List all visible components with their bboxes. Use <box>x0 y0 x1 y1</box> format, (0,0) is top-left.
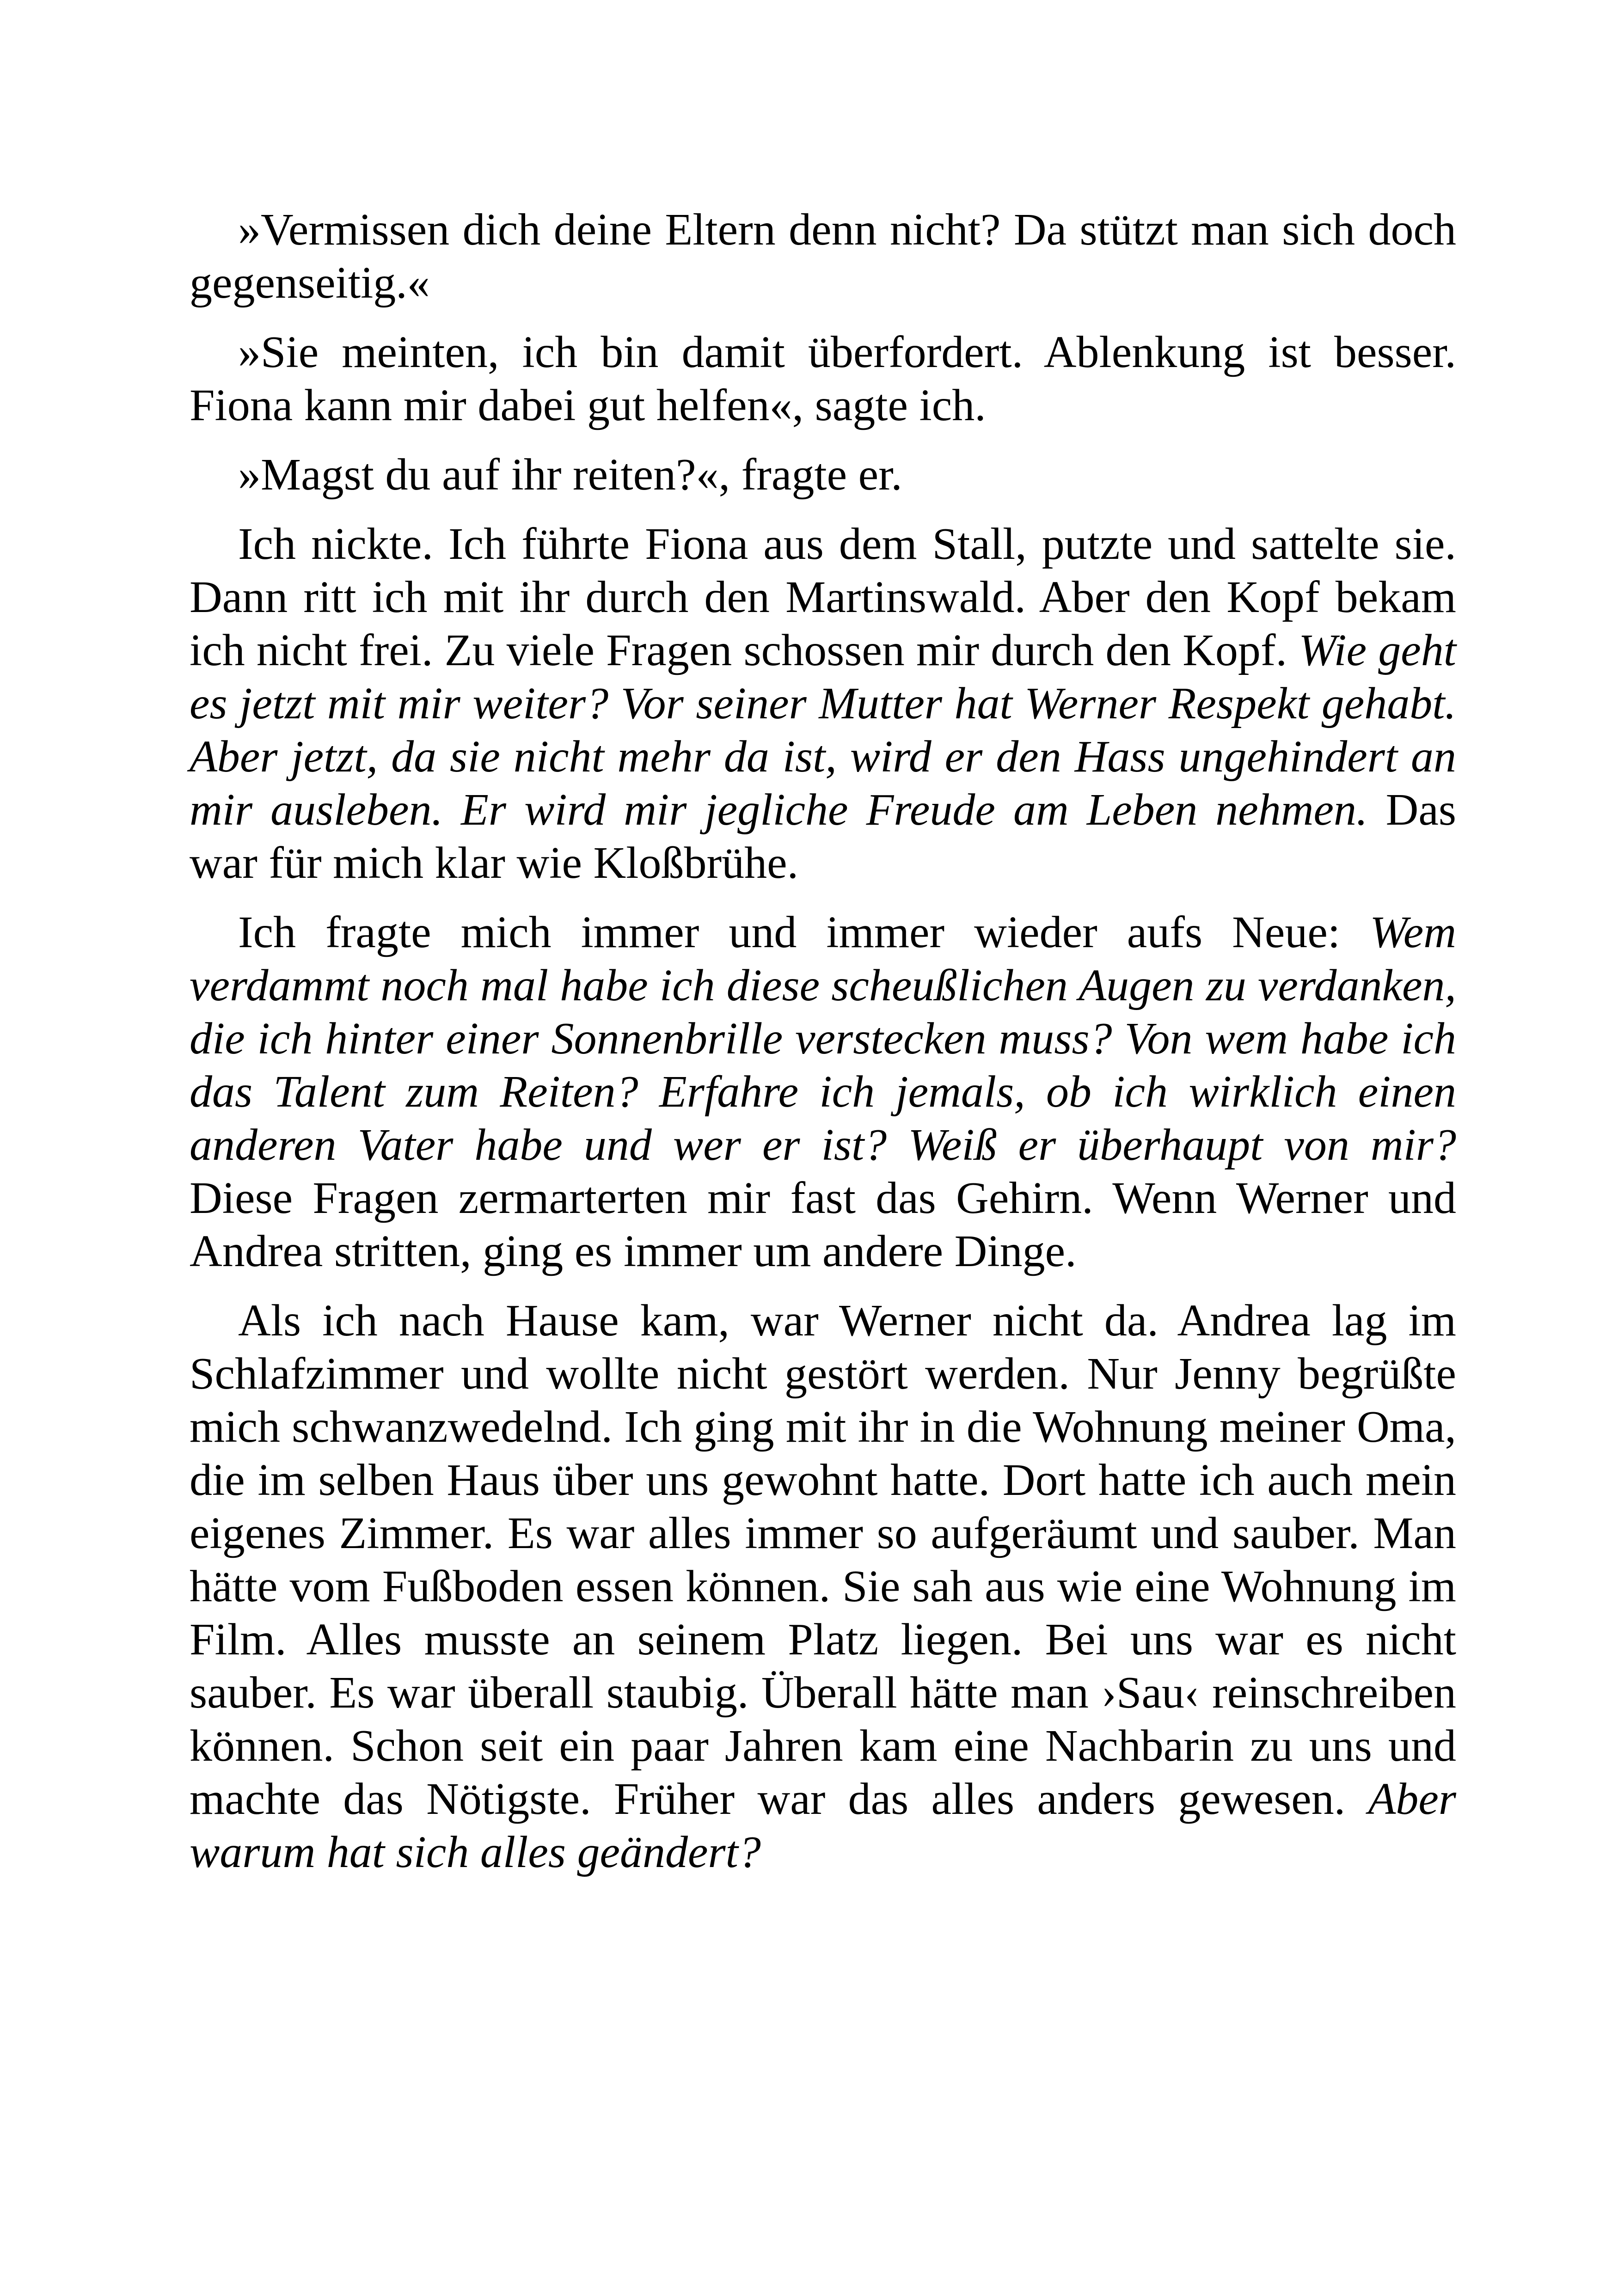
page-text <box>190 203 1456 1879</box>
italic-text-segment: Aber warum hat sich alles geändert? <box>190 1774 1456 1877</box>
text-segment: Ich nickte. Ich führte Fiona aus dem Stall, putzte und sattelte sie. Dann ritt ich mit ihr durch den Martinswald. Aber den Kopf bekam ich nicht frei. Zu viele Fragen schossen mir durch den Kopf. <box>190 519 1456 675</box>
text-segment: »Magst du auf ihr reiten?«, fragte er. <box>238 450 902 500</box>
paragraph <box>190 326 1456 432</box>
paragraph <box>190 906 1456 1278</box>
italic-text-segment: Wem verdammt noch mal habe ich diese scheußlichen Augen zu verdanken, die ich hinter einer Sonnenbrille verstecken muss? Von wem habe ich das Talent zum Reiten? Erfahre ich jemals, ob ich wirklich einen anderen Vater habe und wer er ist? Weiß er überhaupt von mir? <box>190 907 1456 1170</box>
text-segment: Ich fragte mich immer und immer wieder aufs Neue: <box>238 907 1370 957</box>
italic-text-segment: Wie geht es jetzt mit mir weiter? Vor seiner Mutter hat Werner Respekt gehabt. Aber jetzt, da sie nicht mehr da ist, wird er den Hass ungehindert an mir ausleben. Er wird mir jegliche Freude am Leben nehmen. <box>190 625 1456 835</box>
text-segment: Diese Fragen zermarterten mir fast das Gehirn. Wenn Werner und Andrea stritten, ging es immer um andere Dinge. <box>190 1173 1456 1276</box>
paragraph <box>190 448 1456 502</box>
paragraph <box>190 518 1456 890</box>
text-segment: »Sie meinten, ich bin damit überfordert. Ablenkung ist besser. Fiona kann mir dabei gut helfen«, sagte ich. <box>190 327 1456 430</box>
paragraph <box>190 203 1456 310</box>
paragraph <box>190 1294 1456 1879</box>
text-segment: Das war für mich klar wie Kloßbrühe. <box>190 785 1456 888</box>
text-segment: Als ich nach Hause kam, war Werner nicht da. Andrea lag im Schlafzimmer und wollte nicht gestört werden. Nur Jenny begrüßte mich schwanzwedelnd. Ich ging mit ihr in die Wohnung meiner Oma, die im selben Haus über uns gewohnt hatte. Dort hatte ich auch mein eigenes Zimmer. Es war alles immer so aufgeräumt und sauber. Man hätte vom Fußboden essen können. Sie sah aus wie eine Wohnung im Film. Alles musste an seinem Platz liegen. Bei uns war es nicht sauber. Es war überall staubig. Überall hätte man ›Sau‹ reinschreiben können. Schon seit ein paar Jahren kam eine Nachbarin zu uns und machte das Nötigste. Früher war das alles anders gewesen. <box>190 1296 1456 1824</box>
text-segment: »Vermissen dich deine Eltern denn nicht? Da stützt man sich doch gegenseitig.« <box>190 205 1456 308</box>
